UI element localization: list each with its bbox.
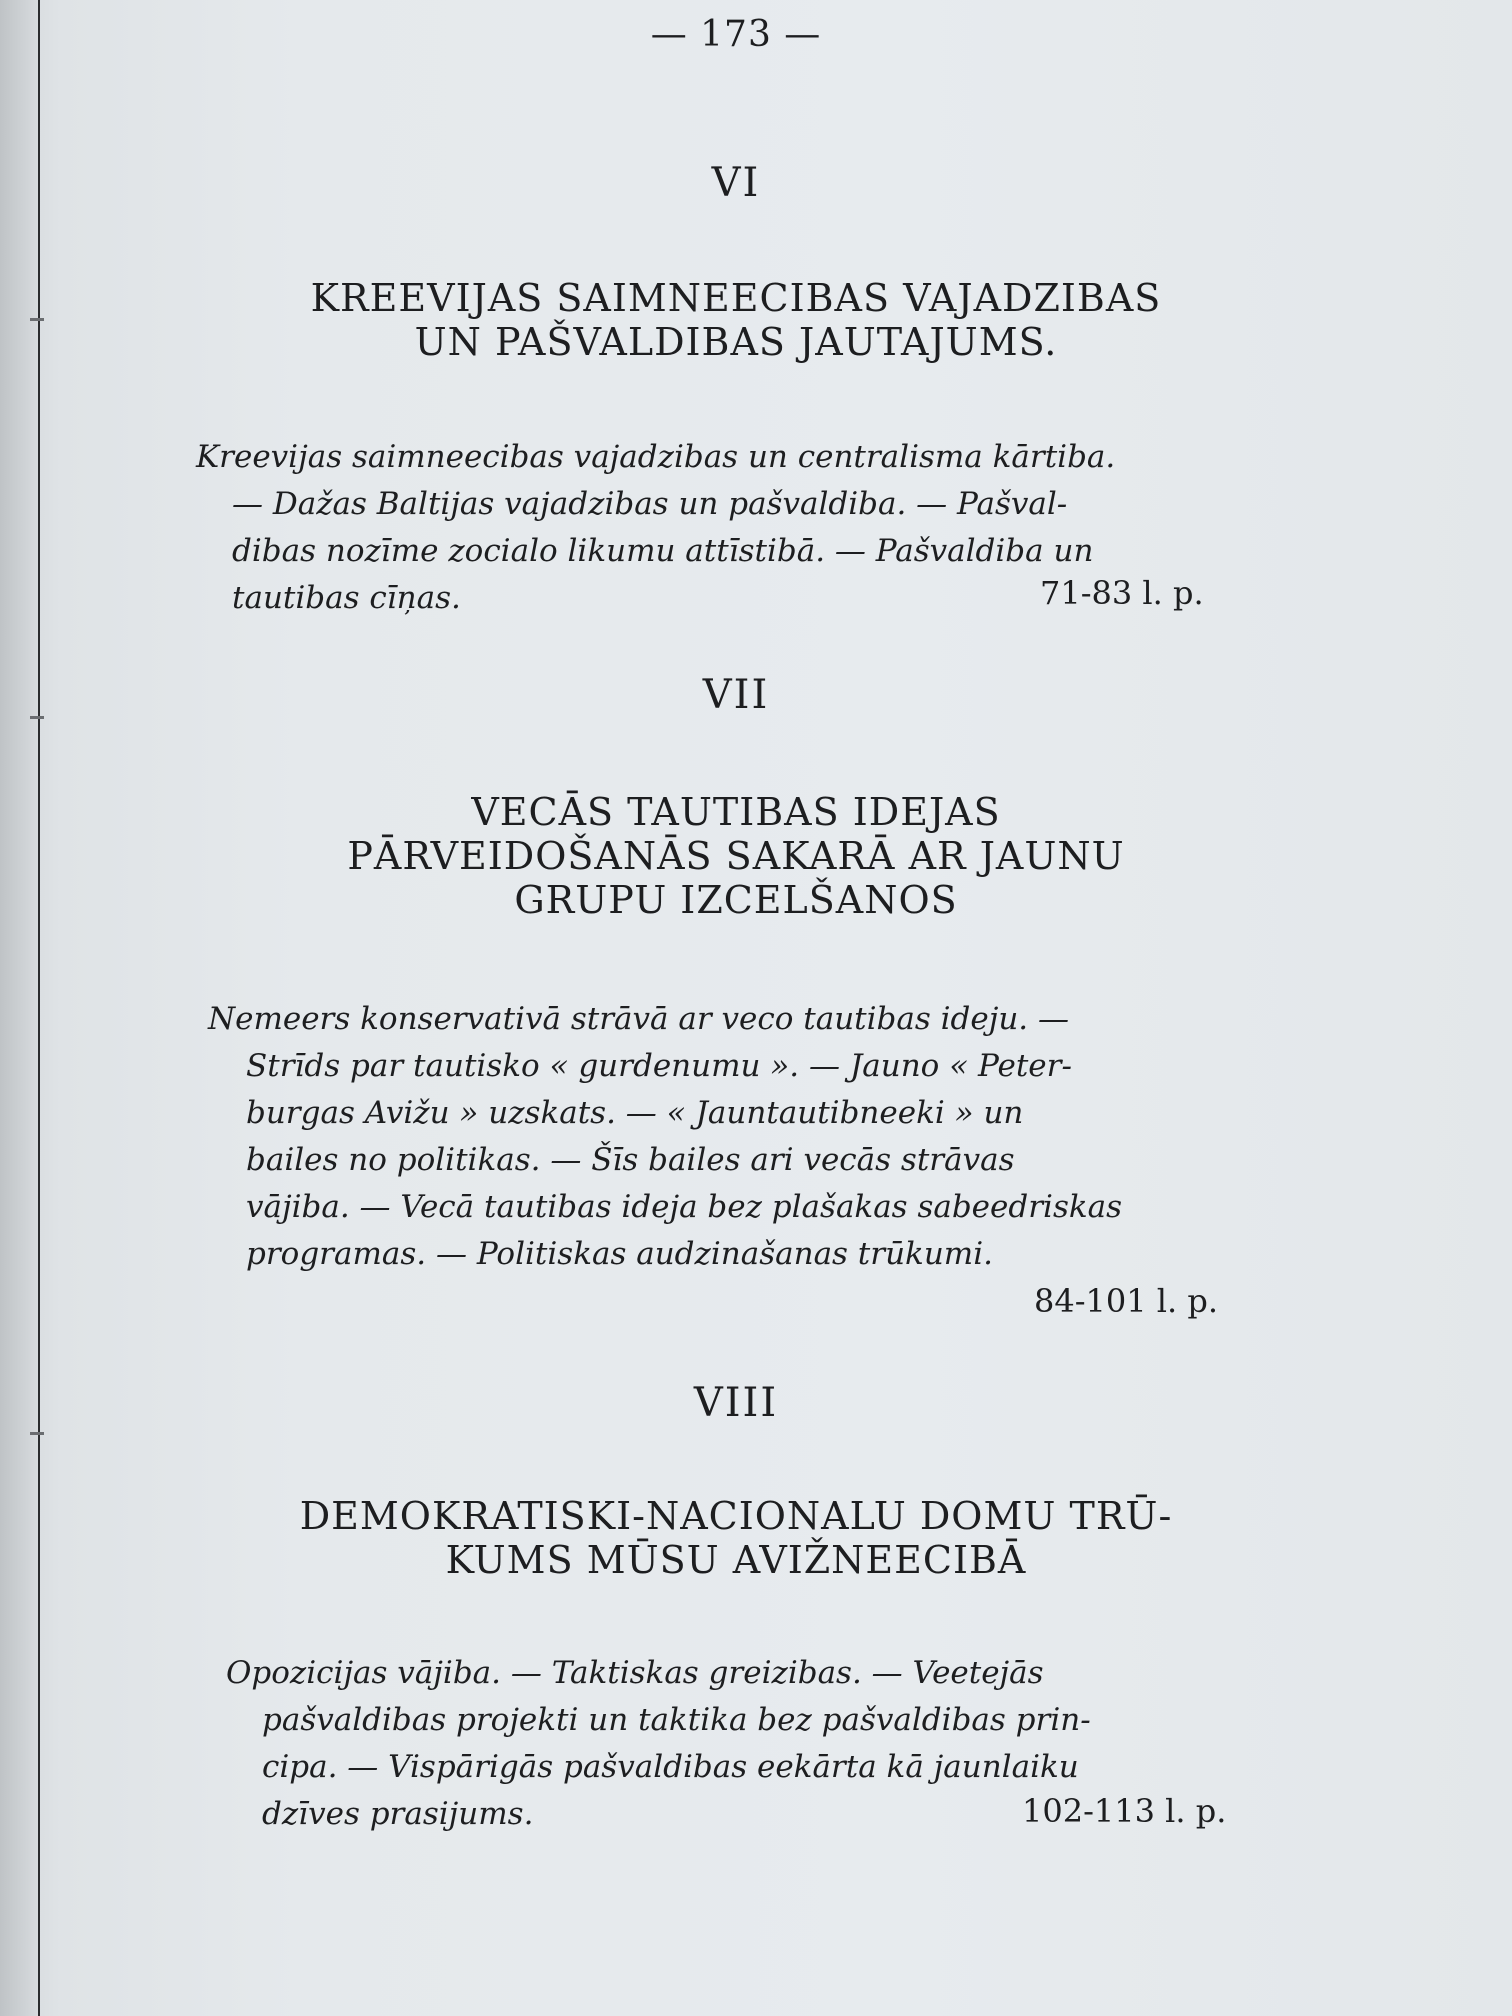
chapter-title-line: KREEVIJAS SAIMNEECIBAS VAJADZIBAS — [310, 276, 1162, 320]
page-content — [40, 0, 1512, 2016]
summary-line: vājiba. — Vecā tautibas ideja bez plašakas sabeedriskas — [246, 1189, 1123, 1225]
page-range: 102-113 l. p. — [1022, 1792, 1227, 1830]
summary-line: cipa. — Vispārigās pašvaldibas eekārta kā jaunlaiku — [262, 1749, 1079, 1785]
chapter-title — [0, 276, 1472, 364]
summary-line: programas. — Politiskas audzinašanas trūkumi. — [246, 1236, 993, 1272]
summary-line: Kreevijas saimneecibas vajadzibas un centralisma kārtiba. — [196, 439, 1116, 475]
summary-line: bailes no politikas. — Šīs bailes ari vecās strāvas — [246, 1142, 1015, 1178]
page-number: — 173 — — [650, 14, 822, 55]
summary-line: Nemeers konservativā strāvā ar veco tautibas ideju. — — [208, 1001, 1070, 1037]
summary-line: dzīves prasijums. — [262, 1796, 534, 1832]
chapter-numeral: VIII — [693, 1380, 779, 1426]
chapter-title-line: VECĀS TAUTIBAS IDEJAS — [471, 790, 1001, 834]
page-range: 71-83 l. p. — [1040, 574, 1204, 612]
summary-line: pašvaldibas projekti un taktika bez pašvaldibas prin- — [262, 1702, 1091, 1738]
summary-line: Opozicijas vājiba. — Taktiskas greizibas. — Veetejās — [226, 1655, 1044, 1691]
chapter-title — [0, 790, 1472, 922]
chapter-summary — [208, 996, 1232, 1278]
summary-line: tautibas cīņas. — [232, 580, 461, 616]
chapter-title-line: PĀRVEIDOŠANĀS SAKARĀ AR JAUNU — [347, 834, 1125, 878]
chapter-title-line: UN PAŠVALDIBAS JAUTAJUMS. — [414, 320, 1058, 364]
chapter-title — [0, 1494, 1472, 1582]
page-range: 84-101 l. p. — [1034, 1282, 1219, 1320]
summary-line: Strīds par tautisko « gurdenumu ». — Jauno « Peter- — [246, 1048, 1072, 1084]
chapter-title-line: DEMOKRATISKI-NACIONALU DOMU TRŪ- — [299, 1494, 1173, 1538]
summary-line: — Dažas Baltijas vajadzibas un pašvaldiba. — Pašval- — [232, 486, 1068, 522]
chapter-title-line: GRUPU IZCELŠANOS — [514, 878, 958, 922]
chapter-title-line: KUMS MŪSU AVIŽNEECIBĀ — [445, 1538, 1027, 1582]
chapter-numeral: VI — [711, 160, 761, 206]
summary-line: burgas Avižu » uzskats. — « Jauntautibneeki » un — [246, 1095, 1024, 1131]
chapter-numeral: VII — [702, 672, 770, 718]
summary-line: dibas nozīme zocialo likumu attīstibā. — Pašvaldiba un — [232, 533, 1094, 569]
